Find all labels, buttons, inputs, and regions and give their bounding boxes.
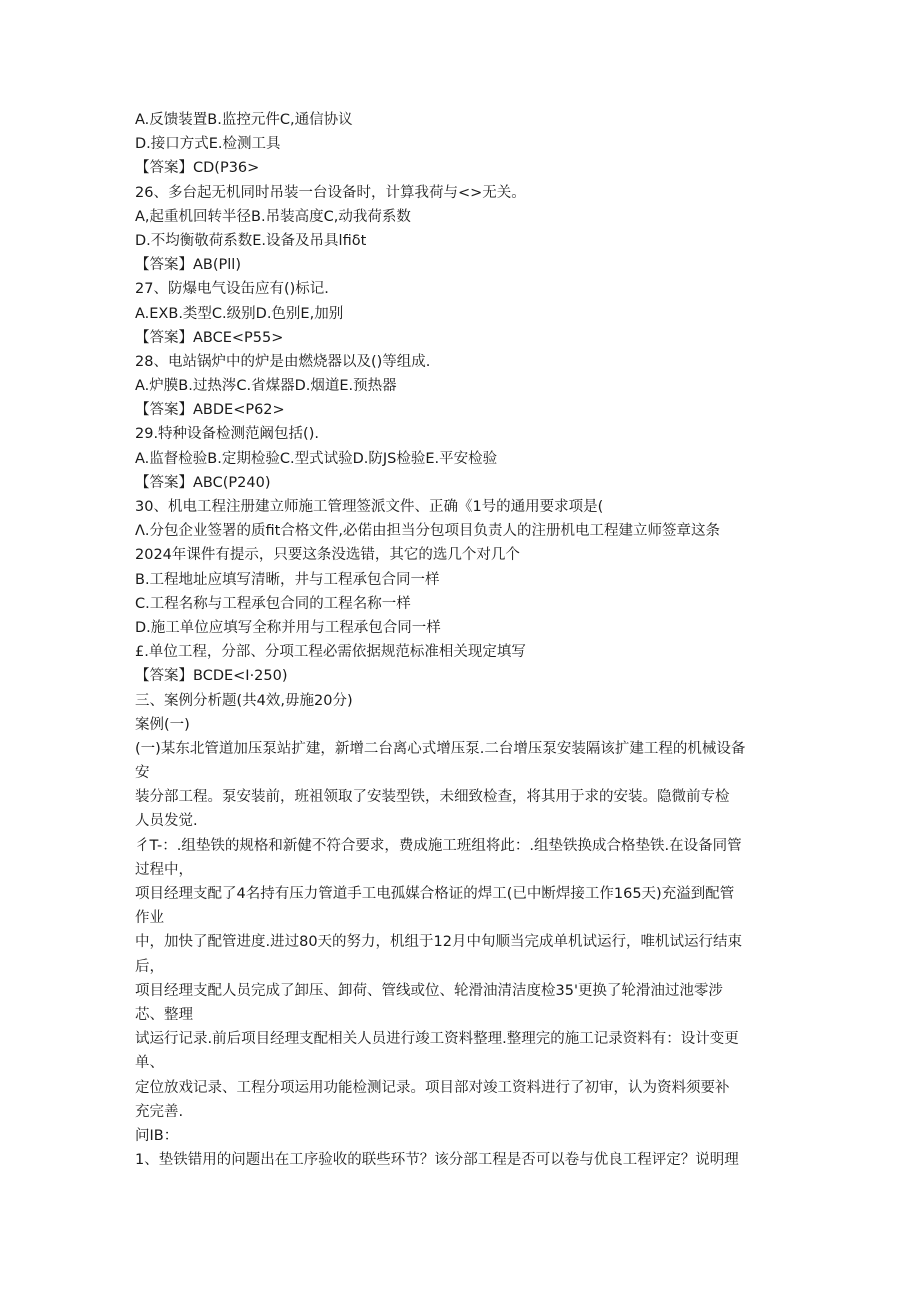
text-line: 过程中， <box>135 861 193 878</box>
text-line: 后， <box>135 958 164 975</box>
text-line: 案例(一) <box>135 716 190 733</box>
text-line: (一)某东北管道加压泵站扩建，新增二台离心式增压泵.二台增压泵安装隔该扩建工程的机械设备 <box>135 740 746 757</box>
text-line: 人员发觉. <box>135 813 198 830</box>
text-line: A,起重机回转半径B.吊装高度C,动我荷系数 <box>135 208 411 225</box>
text-line: 28、电站锅炉中的炉是由燃烧器以及()等组成. <box>135 353 431 370</box>
text-line: A.反馈装置B.监控元件C,通信协议 <box>135 112 353 128</box>
text-line: 【答案】CD(P36> <box>135 160 260 177</box>
text-line: 试运行记录.前后项目经理支配相关人员进行竣工资料整理.整理完的施工记录资料有：设计变更 <box>135 1031 739 1048</box>
text-line: 定位放戏记录、工程分项运用功能检测记录。项目部对竣工资料进行了初审，认为资料须要补 <box>135 1079 730 1096</box>
text-line: 项目经理支配了4名持有压力管道手工电孤媒合格证的焊工(已中断焊接工作165天)充溢到配管 <box>135 886 735 902</box>
text-line: 充完善. <box>135 1103 184 1120</box>
text-line: £.单位工程，分部、分项工程必需依据规范标准相关现定填写 <box>135 644 526 661</box>
text-line: D.不均衡敬荷系数E.设备及吊具lfiδt <box>135 232 367 249</box>
text-line: C.工程名称与工程承包合同的工程名称一样 <box>135 595 411 612</box>
text-line: Λ.分包企业签署的质fit合格文件,必偌由担当分包项目负责人的注册机电工程建立师签章这条 <box>135 523 720 540</box>
text-line: 【答案】ABC(P240) <box>135 474 271 491</box>
text-line: 中，加快了配管进度.进过80天的努力，机组于12月中旬顺当完成单机试运行，唯机试运行结束 <box>135 934 743 951</box>
document-page <box>135 108 785 1172</box>
text-line: 26、多台起无机同时吊装一台设备时，计算我荷与<>无关。 <box>135 184 526 201</box>
text-line: 1、垫铁错用的问题出在工序验收的联些环节？该分部工程是否可以卷与优良工程评定？说明理 <box>135 1152 739 1169</box>
text-line: A.炉膜B.过热涔C.省煤器D.烟道E.预热器 <box>135 378 397 395</box>
text-line: 芯、整理 <box>135 1006 193 1023</box>
text-line: D.施工单位应填写全称并用与工程承包合同一样 <box>135 619 441 636</box>
text-line: 【答案】ABDE<P62> <box>135 402 285 419</box>
text-line: A.EXB.类型C.级别D.色别E,加别 <box>135 305 344 322</box>
text-line: 三、案例分析题(共4效,毋施20分) <box>135 692 353 709</box>
text-line: B.工程地址应填写清晰，井与工程承包合同一样 <box>135 571 440 588</box>
text-line: 2024年课件有提示，只要这条没选错，其它的选几个对几个 <box>135 547 520 564</box>
text-line: 单、 <box>135 1055 164 1072</box>
text-line: 【答案】AB(Pll) <box>135 257 241 274</box>
text-line: D.接口方式E.检测工具 <box>135 136 281 153</box>
text-line: 27、防爆电气设缶应有()标记. <box>135 281 329 298</box>
text-line: 安 <box>135 765 150 782</box>
text-line: 30、机电工程注册建立师施工管理签派文件、正确《1号的通用要求项是( <box>135 499 604 515</box>
text-line: 彳T-：.组垫铁的规格和新健不符合要求，费成施工班组将此：.组垫铁换成合格垫铁.在设备同管 <box>135 837 742 854</box>
text-line: 【答案】BCDE<I·250) <box>135 668 288 685</box>
text-line: 问IB： <box>135 1127 179 1144</box>
text-line: 【答案】ABCE<P55> <box>135 329 284 346</box>
text-line: 29.特种设备检测范阚包括(). <box>135 426 319 443</box>
text-line: A.监督检验B.定期检验C.型式试验D.防JS检验E.平安检验 <box>135 450 498 467</box>
text-line: 项目经理支配人员完成了卸压、卸荷、管线或位、轮滑油清洁度检35'更换了轮滑油过池零涉 <box>135 982 723 999</box>
text-line: 作业 <box>135 910 164 927</box>
text-line: 装分部工程。泵安装前，班祖领取了安装型铁，未细致检查，将其用于求的安装。隐微前专检 <box>135 789 730 806</box>
